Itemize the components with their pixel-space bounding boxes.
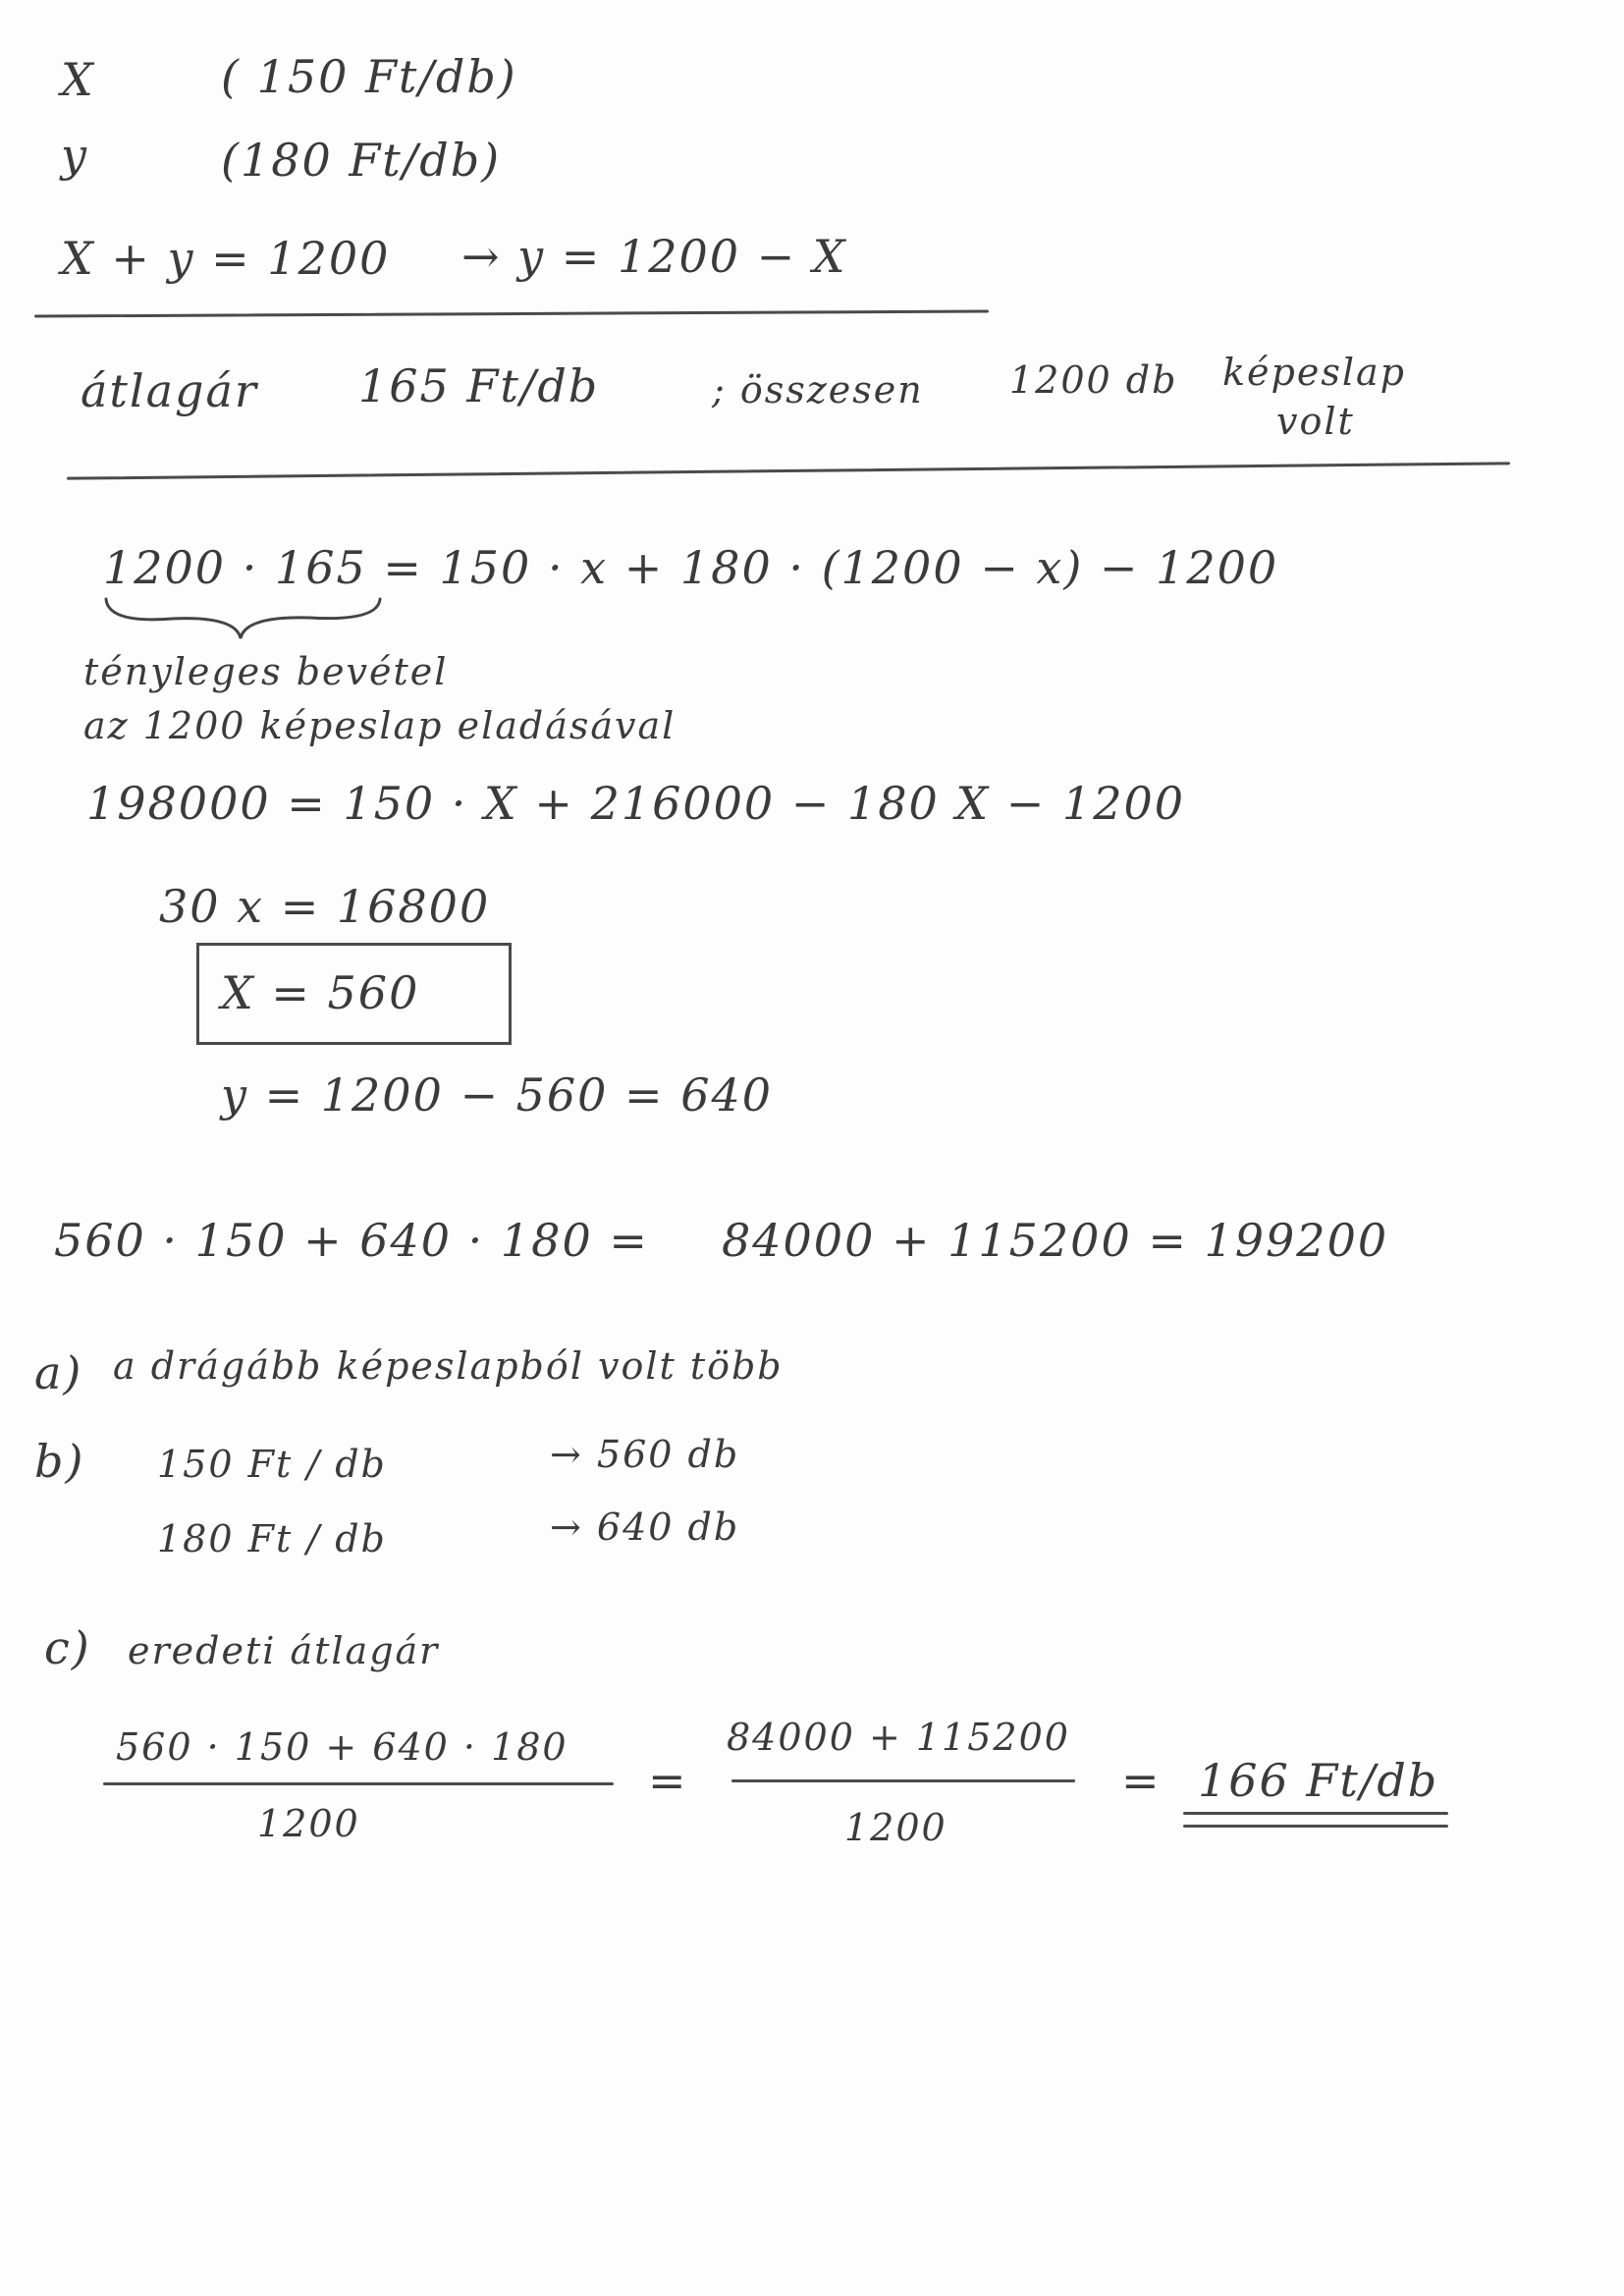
divider-line-top xyxy=(34,309,989,317)
final-result: 166 Ft/db xyxy=(1198,1754,1439,1807)
fraction1-denominator: 1200 xyxy=(257,1802,360,1845)
fraction2-denominator: 1200 xyxy=(844,1806,947,1849)
fraction2-numerator: 84000 + 115200 xyxy=(727,1716,1070,1759)
sum-equation: X + y = 1200 xyxy=(61,232,391,285)
brace-note-line-1: tényleges bevétel xyxy=(83,650,449,693)
y-variable-label: y xyxy=(61,129,88,182)
main-equation: 1200 · 165 = 150 · x + 180 · (1200 − x) − 1200 xyxy=(103,541,1279,594)
x-price-text: ( 150 Ft/db) xyxy=(221,50,517,103)
x-variable-label: X xyxy=(61,53,95,106)
total-label: ; összesen xyxy=(712,368,924,411)
y-result: y = 1200 − 560 = 640 xyxy=(221,1068,774,1121)
answer-b-label: b) xyxy=(34,1435,85,1488)
answer-b-row2-qty: → 640 db xyxy=(550,1505,740,1549)
fraction2-bar xyxy=(731,1779,1075,1782)
expanded-equation: 198000 = 150 · X + 216000 − 180 X − 1200 xyxy=(86,777,1185,830)
answer-b-row1-qty: → 560 db xyxy=(550,1433,740,1476)
average-price-value: 165 Ft/db xyxy=(358,359,600,412)
curly-brace xyxy=(103,594,383,643)
x-result: X = 560 xyxy=(221,966,420,1019)
brace-note-line-2: az 1200 képeslap eladásával xyxy=(83,704,677,747)
answer-a-text: a drágább képeslapból volt több xyxy=(113,1344,784,1388)
answer-a-label: a) xyxy=(34,1346,83,1399)
check-equation: 560 · 150 + 640 · 180 = xyxy=(54,1214,649,1267)
simplified-equation: 30 x = 16800 xyxy=(159,880,491,933)
fraction1-numerator: 560 · 150 + 640 · 180 xyxy=(116,1725,568,1769)
postcard-word: képeslap xyxy=(1222,351,1406,394)
check-result: 84000 + 115200 = 199200 xyxy=(722,1214,1389,1267)
equals-sign-1: = xyxy=(648,1754,688,1807)
result-underline-2 xyxy=(1183,1825,1448,1828)
answer-c-label: c) xyxy=(44,1621,91,1674)
result-underline-1 xyxy=(1183,1812,1448,1815)
y-price-text: (180 Ft/db) xyxy=(221,134,502,187)
y-from-x-equation: → y = 1200 − X xyxy=(461,230,847,283)
answer-b-row1-price: 150 Ft / db xyxy=(157,1443,387,1486)
fraction1-bar xyxy=(103,1782,614,1785)
answer-b-row2-price: 180 Ft / db xyxy=(157,1517,387,1560)
divider-line-bottom xyxy=(67,462,1510,479)
average-price-label: átlagár xyxy=(81,364,258,417)
volt-word: volt xyxy=(1276,400,1355,443)
answer-c-text: eredeti átlagár xyxy=(128,1629,440,1672)
total-value: 1200 db xyxy=(1009,358,1178,402)
equals-sign-2: = xyxy=(1121,1754,1162,1807)
